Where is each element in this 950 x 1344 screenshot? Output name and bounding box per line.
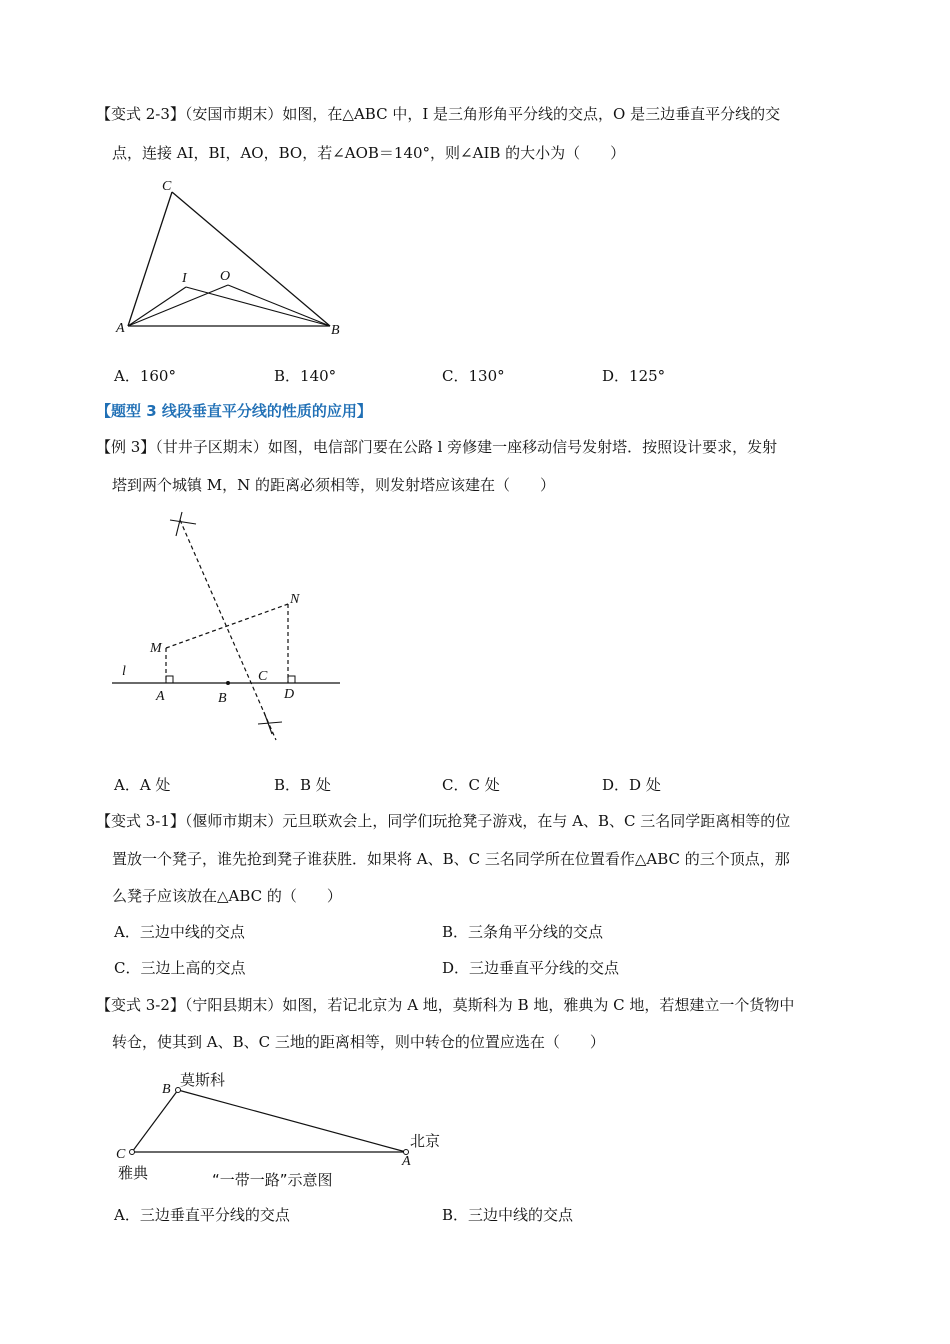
- q32-label-c: C: [116, 1147, 126, 1162]
- q32-option-a: A．三边垂直平分线的交点: [114, 1206, 290, 1224]
- q32-text-line2: 转仓，使其到 A、B、C 三地的距离相等，则中转仓的位置应选在（ ）: [112, 1033, 605, 1051]
- q32-label-a: A: [402, 1154, 411, 1169]
- ex3-right-angle-a: [166, 676, 173, 683]
- q23-edge-ac: [128, 192, 172, 326]
- q23-label-b: B: [331, 323, 340, 338]
- q31-option-d: D．三边垂直平分线的交点: [442, 959, 620, 977]
- ex3-text-line1: 【例 3】（甘井子区期末）如图，电信部门要在公路 l 旁修建一座移动信号发射塔．按照设计要求，发射: [96, 438, 778, 456]
- ex3-label-c: C: [258, 669, 268, 684]
- q23-label-o: O: [220, 269, 231, 284]
- q32-option-b: B．三边中线的交点: [442, 1206, 574, 1224]
- q23-option-d: D．125°: [602, 367, 666, 385]
- ex3-option-b: B．B 处: [274, 776, 331, 794]
- ex3-label-d: D: [284, 687, 295, 702]
- q23-option-c: C．130°: [442, 367, 505, 385]
- q23-segment-ao: [128, 285, 228, 326]
- q23-option-a: A．160°: [114, 367, 176, 385]
- ex3-option-d: D．D 处: [602, 776, 661, 794]
- ex3-option-c: C．C 处: [442, 776, 500, 794]
- q32-label-beijing: 北京: [410, 1132, 441, 1150]
- q23-text-line2: 点，连接 AI，BI，AO，BO，若∠AOB＝140°，则∠AIB 的大小为（ ）: [112, 144, 626, 162]
- ex3-right-angle-d: [288, 676, 295, 683]
- q32-figure: [110, 1062, 450, 1192]
- q32-label-moscow: 莫斯科: [180, 1071, 226, 1089]
- q23-segment-ai: [128, 287, 186, 326]
- ex3-label-n: N: [290, 592, 300, 607]
- q32-text-line1: 【变式 3-2】（宁阳县期末）如图，若记北京为 A 地，莫斯科为 B 地，雅典为 C 地，若想建立一个货物中: [96, 996, 795, 1014]
- ex3-segment-mn: [166, 604, 288, 648]
- q32-point-c: [130, 1150, 135, 1155]
- q31-text-line2: 置放一个凳子，谁先抢到凳子谁获胜．如果将 A、B、C 三名同学所在位置看作△ABC 的三个顶点，那: [112, 850, 790, 868]
- ex3-point-b: [226, 681, 230, 685]
- ex3-label-m: M: [150, 641, 162, 656]
- section-3-heading: 【题型 3 线段垂直平分线的性质的应用】: [96, 402, 372, 420]
- q23-label-i: I: [182, 271, 187, 286]
- q32-label-b: B: [162, 1082, 171, 1097]
- q23-label-c: C: [162, 179, 172, 194]
- q23-text-line1: 【变式 2-3】（安国市期末）如图，在△ABC 中，I 是三角形角平分线的交点，O 是三边垂直平分线的交: [96, 105, 781, 123]
- ex3-figure: [110, 505, 350, 750]
- q23-label-a: A: [116, 321, 125, 336]
- ex3-label-b: B: [218, 691, 227, 706]
- ex3-arc-mark-bottom-1: [258, 722, 282, 724]
- ex3-arc-mark-top-1: [170, 520, 196, 524]
- q32-label-athens: 雅典: [118, 1164, 149, 1182]
- q32-figure-caption: “一带一路”示意图: [212, 1171, 333, 1189]
- q31-text-line1: 【变式 3-1】（偃师市期末）元旦联欢会上，同学们玩抢凳子游戏，在与 A、B、C 三名同学距离相等的位: [96, 812, 791, 830]
- q32-edge-bc: [132, 1090, 178, 1152]
- ex3-label-l: l: [122, 664, 126, 679]
- q31-option-c: C．三边上高的交点: [114, 959, 246, 977]
- q23-segment-bo: [228, 285, 330, 326]
- q23-option-b: B．140°: [274, 367, 337, 385]
- q32-edge-ba: [178, 1090, 406, 1152]
- ex3-text-line2: 塔到两个城镇 M，N 的距离必须相等，则发射塔应该建在（ ）: [112, 476, 556, 494]
- ex3-label-a: A: [156, 689, 165, 704]
- q31-option-a: A．三边中线的交点: [114, 923, 245, 941]
- ex3-option-a: A．A 处: [114, 776, 171, 794]
- ex3-perpendicular-bisector: [180, 520, 276, 740]
- ex3-arc-mark-top-2: [176, 512, 182, 536]
- q31-option-b: B．三条角平分线的交点: [442, 923, 604, 941]
- q23-figure: [110, 170, 350, 340]
- q31-text-line3: 么凳子应该放在△ABC 的（ ）: [112, 887, 342, 905]
- q23-edge-cb: [172, 192, 330, 326]
